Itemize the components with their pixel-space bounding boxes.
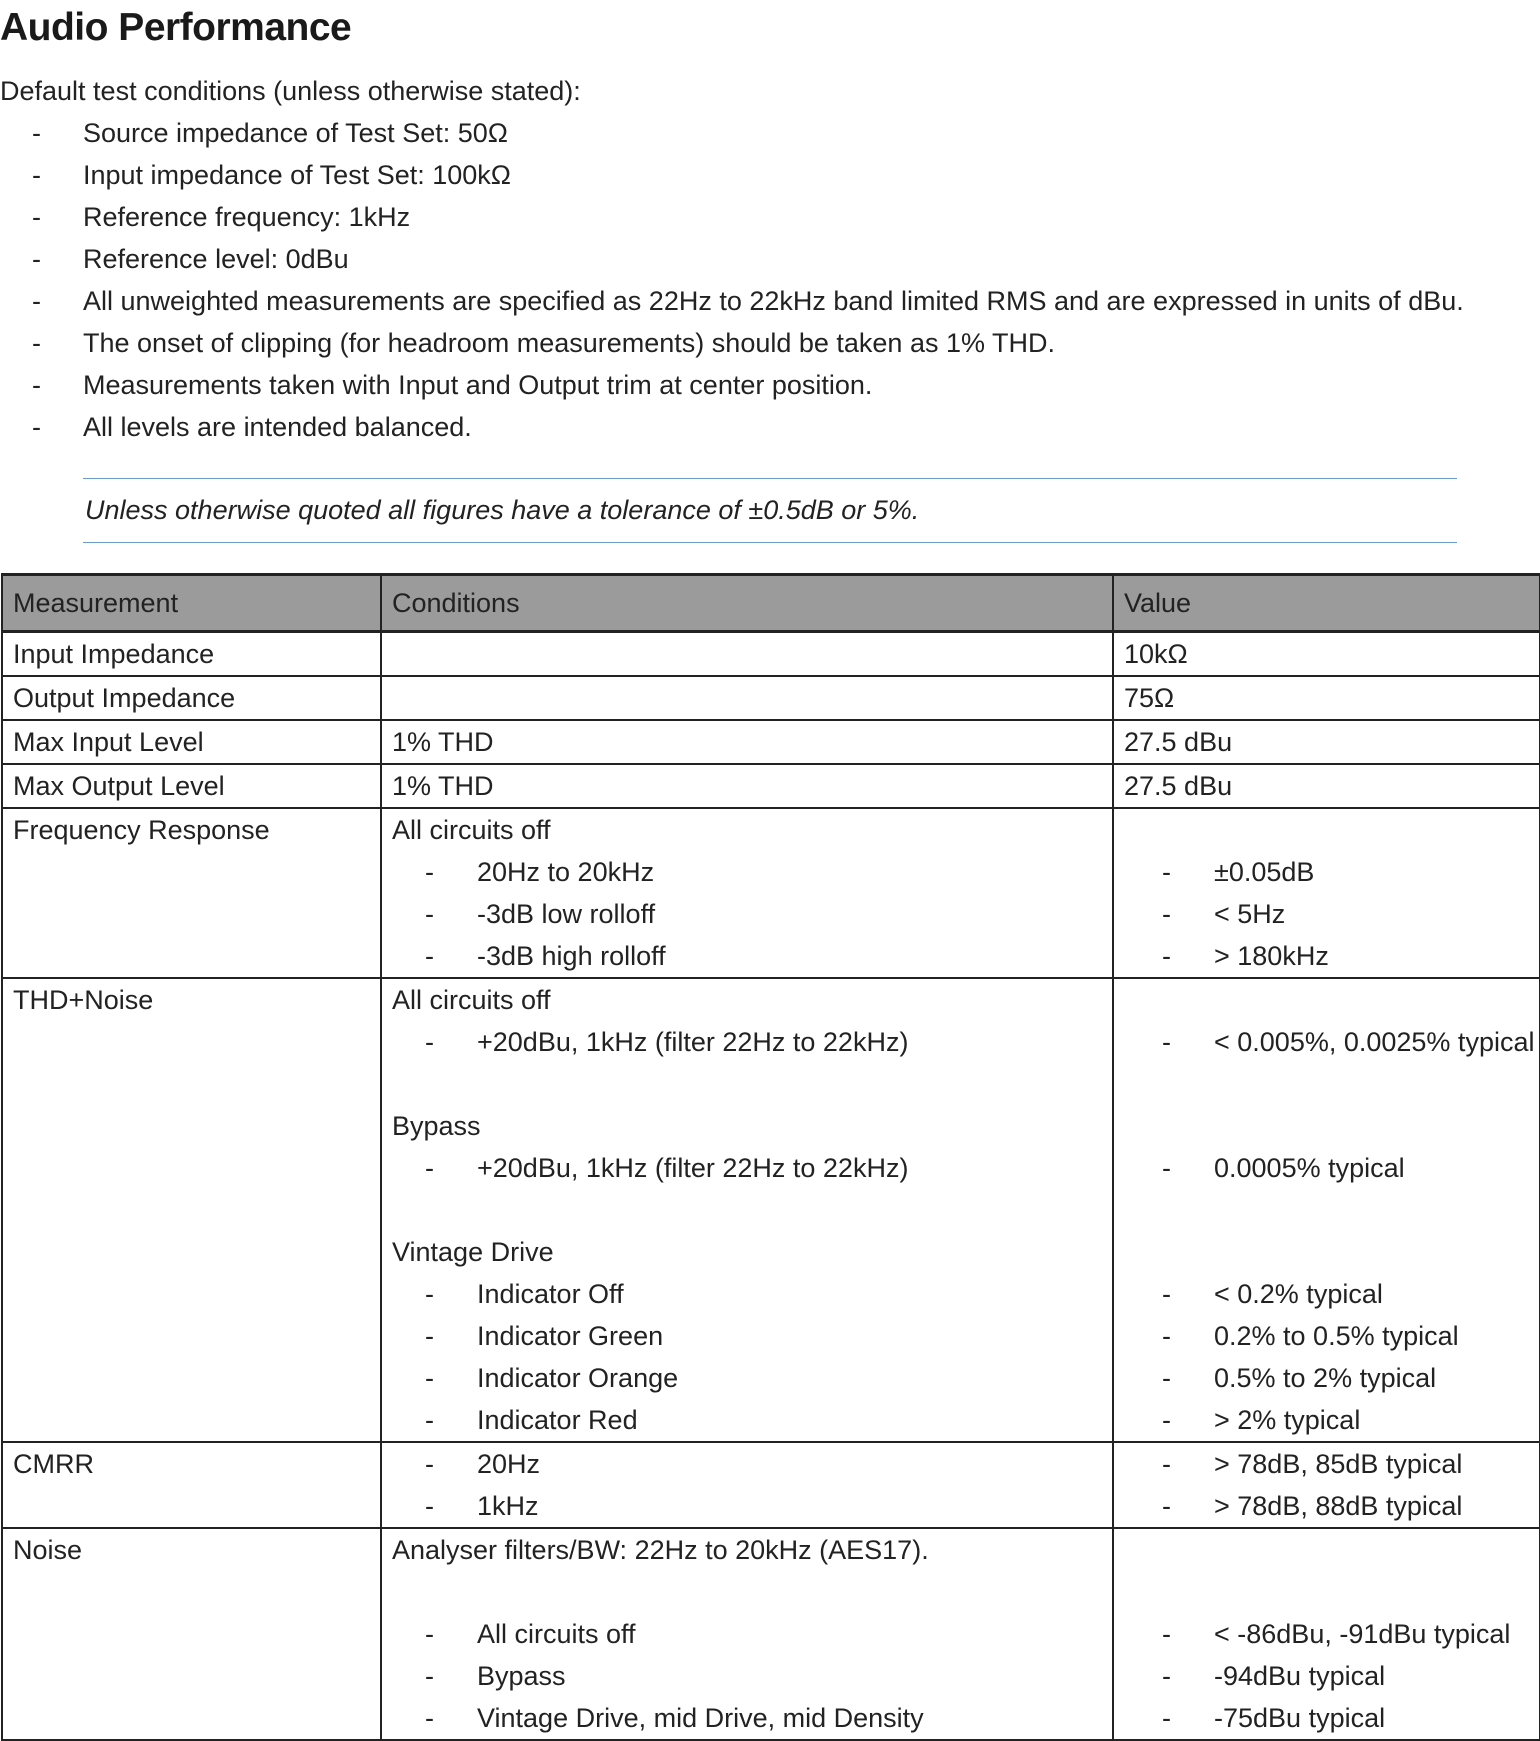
bullet-dash: - — [425, 1661, 434, 1691]
list-item — [392, 1147, 1112, 1189]
header-measurement: Measurement — [2, 575, 381, 632]
condition-text: Indicator Orange — [477, 1363, 679, 1393]
header-value: Value — [1113, 575, 1540, 632]
bullet-dash: - — [425, 1449, 434, 1479]
value-text: > 78dB, 88dB typical — [1214, 1491, 1463, 1521]
condition-text: Measurements taken with Input and Output trim at center position. — [83, 370, 873, 400]
condition-text: Reference level: 0dBu — [83, 244, 349, 274]
value-text: < -86dBu, -91dBu typical — [1214, 1619, 1511, 1649]
bullet-dash: - — [1162, 1619, 1171, 1649]
condition-cell — [381, 1528, 1113, 1740]
table-row — [2, 764, 1540, 808]
tolerance-note — [83, 478, 1457, 543]
bullet-dash: - — [425, 1619, 434, 1649]
measurement-cell: THD+Noise — [2, 978, 381, 1442]
list-item — [1124, 1147, 1539, 1189]
bullet-dash: - — [425, 1027, 434, 1057]
measurement-cell: CMRR — [2, 1442, 381, 1528]
bullet-dash: - — [1162, 1491, 1171, 1521]
list-item — [1124, 1315, 1539, 1357]
table-row-cmrr — [2, 1442, 1540, 1528]
list-item — [0, 322, 1540, 364]
list-item — [392, 1697, 1112, 1739]
condition-cell: 1% THD — [381, 720, 1113, 764]
condition-text: Source impedance of Test Set: 50Ω — [83, 118, 508, 148]
measurement-cell: Noise — [2, 1528, 381, 1740]
list-item — [1124, 1485, 1539, 1527]
value-cell: 27.5 dBu — [1113, 764, 1540, 808]
condition-text: -3dB high rolloff — [477, 941, 666, 971]
bullet-dash: - — [1162, 857, 1171, 887]
condition-cell — [381, 676, 1113, 720]
condition-cell: 1% THD — [381, 764, 1113, 808]
condition-text: Reference frequency: 1kHz — [83, 202, 411, 232]
value-cell — [1113, 808, 1540, 978]
bullet-dash: - — [425, 1153, 434, 1183]
list-item — [0, 364, 1540, 406]
bullet-dash: - — [425, 1321, 434, 1351]
condition-text: -3dB low rolloff — [477, 899, 656, 929]
table-row — [2, 632, 1540, 677]
condition-cell — [381, 808, 1113, 978]
condition-cell — [381, 632, 1113, 677]
condition-text: Input impedance of Test Set: 100kΩ — [83, 160, 511, 190]
bullet-dash: - — [425, 899, 434, 929]
page-title: Audio Performance — [0, 6, 352, 49]
value-text: ±0.05dB — [1214, 857, 1315, 887]
bullet-dash: - — [425, 1279, 434, 1309]
bullet-dash: - — [32, 160, 41, 190]
bullet-dash: - — [1162, 899, 1171, 929]
bullet-dash: - — [1162, 1405, 1171, 1435]
bullet-dash: - — [1162, 1363, 1171, 1393]
list-item — [1124, 851, 1539, 893]
measurement-cell: Max Input Level — [2, 720, 381, 764]
condition-text: 20Hz — [477, 1449, 541, 1479]
condition-text: All levels are intended balanced. — [83, 412, 472, 442]
condition-text: +20dBu, 1kHz (filter 22Hz to 22kHz) — [477, 1153, 909, 1183]
value-cell: 27.5 dBu — [1113, 720, 1540, 764]
list-item — [392, 1399, 1112, 1441]
bullet-dash: - — [1162, 1661, 1171, 1691]
condition-heading: Bypass — [392, 1111, 481, 1141]
condition-text: Vintage Drive, mid Drive, mid Density — [477, 1703, 924, 1733]
bullet-dash: - — [1162, 1279, 1171, 1309]
table-row-frequency-response — [2, 808, 1540, 978]
measurement-cell: Max Output Level — [2, 764, 381, 808]
bullet-dash: - — [425, 1405, 434, 1435]
condition-cell — [381, 978, 1113, 1442]
list-item — [1124, 935, 1539, 977]
value-text: -75dBu typical — [1214, 1703, 1386, 1733]
table-row — [2, 676, 1540, 720]
list-item — [0, 112, 1540, 154]
list-item — [1124, 1613, 1539, 1655]
list-item — [392, 893, 1112, 935]
list-item — [0, 238, 1540, 280]
bullet-dash: - — [425, 1363, 434, 1393]
bullet-dash: - — [425, 1703, 434, 1733]
value-text: 0.2% to 0.5% typical — [1214, 1321, 1459, 1351]
list-item — [1124, 1273, 1539, 1315]
bullet-dash: - — [32, 118, 41, 148]
intro-text: Default test conditions (unless otherwise stated): — [0, 76, 581, 106]
value-text: > 2% typical — [1214, 1405, 1361, 1435]
bullet-dash: - — [1162, 1153, 1171, 1183]
condition-text: 20Hz to 20kHz — [477, 857, 655, 887]
tolerance-text: Unless otherwise quoted all figures have a tolerance of ±0.5dB or 5%. — [85, 495, 920, 525]
value-cell — [1113, 1528, 1540, 1740]
list-item — [392, 1357, 1112, 1399]
value-text: > 180kHz — [1214, 941, 1329, 971]
condition-heading: Vintage Drive — [392, 1237, 554, 1267]
list-item — [1124, 1021, 1539, 1063]
bullet-dash: - — [1162, 1703, 1171, 1733]
bullet-dash: - — [32, 244, 41, 274]
list-item — [392, 1613, 1112, 1655]
bullet-dash: - — [425, 941, 434, 971]
measurement-cell: Input Impedance — [2, 632, 381, 677]
list-item — [392, 851, 1112, 893]
list-item — [1124, 1443, 1539, 1485]
bullet-dash: - — [32, 370, 41, 400]
value-cell: 75Ω — [1113, 676, 1540, 720]
condition-heading: All circuits off — [392, 815, 551, 845]
bullet-dash: - — [425, 857, 434, 887]
condition-text: Indicator Off — [477, 1279, 624, 1309]
value-text: 0.0005% typical — [1214, 1153, 1405, 1183]
header-conditions: Conditions — [381, 575, 1113, 632]
list-item — [1124, 893, 1539, 935]
list-item — [392, 1315, 1112, 1357]
table-row-thd-noise — [2, 978, 1540, 1442]
value-text: > 78dB, 85dB typical — [1214, 1449, 1463, 1479]
list-item — [0, 280, 1540, 322]
list-item — [392, 1443, 1112, 1485]
value-cell — [1113, 978, 1540, 1442]
list-item — [392, 1273, 1112, 1315]
value-text: < 5Hz — [1214, 899, 1286, 929]
condition-text: +20dBu, 1kHz (filter 22Hz to 22kHz) — [477, 1027, 909, 1057]
test-conditions-list — [0, 112, 1540, 448]
condition-text: Indicator Green — [477, 1321, 664, 1351]
list-item — [1124, 1655, 1539, 1697]
list-item — [392, 1021, 1112, 1063]
value-text: < 0.2% typical — [1214, 1279, 1383, 1309]
bullet-dash: - — [32, 412, 41, 442]
list-item — [0, 154, 1540, 196]
value-text: 0.5% to 2% typical — [1214, 1363, 1437, 1393]
condition-text: All circuits off — [477, 1619, 636, 1649]
list-item — [0, 406, 1540, 448]
list-item — [0, 196, 1540, 238]
condition-text: Bypass — [477, 1661, 566, 1691]
bullet-dash: - — [1162, 1027, 1171, 1057]
list-item — [392, 935, 1112, 977]
list-item — [392, 1485, 1112, 1527]
measurement-cell: Output Impedance — [2, 676, 381, 720]
condition-cell — [381, 1442, 1113, 1528]
list-item — [1124, 1697, 1539, 1739]
condition-text: All unweighted measurements are specified as 22Hz to 22kHz band limited RMS and are expressed in units of dBu. — [83, 286, 1464, 316]
measurement-cell: Frequency Response — [2, 808, 381, 978]
bullet-dash: - — [32, 202, 41, 232]
bullet-dash: - — [1162, 1449, 1171, 1479]
condition-heading: All circuits off — [392, 985, 551, 1015]
condition-text: 1kHz — [477, 1491, 539, 1521]
table-row — [2, 720, 1540, 764]
bullet-dash: - — [1162, 1321, 1171, 1351]
spec-table — [1, 573, 1540, 1741]
table-header-row — [2, 575, 1540, 632]
value-text: < 0.005%, 0.0025% typical — [1214, 1027, 1535, 1057]
bullet-dash: - — [425, 1491, 434, 1521]
bullet-dash: - — [32, 286, 41, 316]
list-item — [1124, 1399, 1539, 1441]
bullet-dash: - — [1162, 941, 1171, 971]
table-row-noise — [2, 1528, 1540, 1740]
condition-heading: Analyser filters/BW: 22Hz to 20kHz (AES17). — [392, 1535, 929, 1565]
bullet-dash: - — [32, 328, 41, 358]
list-item — [1124, 1357, 1539, 1399]
condition-text: Indicator Red — [477, 1405, 638, 1435]
value-text: -94dBu typical — [1214, 1661, 1386, 1691]
value-cell: 10kΩ — [1113, 632, 1540, 677]
condition-text: The onset of clipping (for headroom measurements) should be taken as 1% THD. — [83, 328, 1055, 358]
value-cell — [1113, 1442, 1540, 1528]
list-item — [392, 1655, 1112, 1697]
